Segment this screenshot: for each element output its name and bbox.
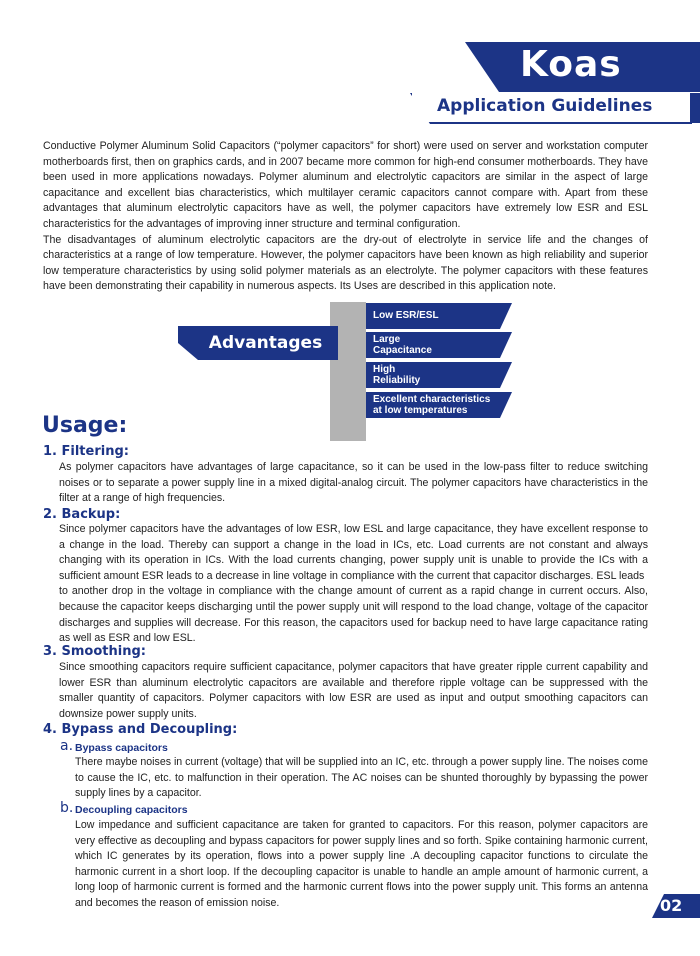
- bypass-letter: a.: [60, 738, 74, 754]
- advantage-label-low-temp: Excellent characteristics at low temperatures: [373, 394, 491, 416]
- page-number: 02: [660, 896, 683, 915]
- decoupling-letter: b.: [60, 800, 74, 816]
- smoothing-body: Since smoothing capacitors require sufficient capacitance, polymer capacitors that have greater ripple current capability and lower ESR than aluminum electrolytic capacitors are available and therefore ripple voltage can be suppressed with the smaller quantity of capacitors. Polymer capacitors with low ESR are used as input and output smoothing capacitors can downsize power supply units.: [59, 661, 648, 720]
- filtering-heading: 1. Filtering:: [43, 444, 129, 459]
- decoupling-capacitors-body: Low impedance and sufficient capacitance are taken for granted to capacitors. For this reason, polymer capacitors are very effective as decoupling and bypass capacitors for power supply lines and so forth. Spike containing harmonic current, which IC generates by its operation, flows into a power supply line .A decoupling capacitor functions to circulate the harmonic current in a short loop. If the decoupling capacitor is unable to handle an ample amount of harmonic current, a long loop of harmonic current is formed and the harmonic current flows into the power supply unit. This forms an antenna and becomes the reason of emission noise.: [75, 819, 648, 909]
- advantage-label-capacitance: Large Capacitance: [373, 334, 432, 356]
- page-subtitle: Application Guidelines: [437, 96, 653, 116]
- advantages-connector: [330, 302, 366, 441]
- intro-paragraph-1: Conductive Polymer Aluminum Solid Capacitors (“polymer capacitors” for short) were used on server and workstation computer motherboards first, then on graphics cards, and in 2007 became more common for high-end consumer motherboards. They have been used in more applications nowadays. Polymer aluminum and electrolytic capacitors are similar in the aspect of large capacitance and excellent bias characteristics, which multilayer ceramic capacitors cannot compare with. Apart from these advantages that aluminum electrolytic capacitors have as well, the polymer capacitors have extremely low ESR and ESL characteristics for the advantages of improving inner structure and terminal configuration.: [43, 140, 648, 230]
- intro-paragraph-2: The disadvantages of aluminum electrolytic capacitors are the dry-out of electrolyte in service life and the changes of characteristics at a range of low temperature. However, the polymer capacitors have been known as high reliability and superior low temperature characteristics by using solid polymer materials as an electrolyte. The polymer capacitors with these features have been demonstrating their capability in numerous aspects. Its Uses are described in this application note.: [43, 233, 648, 293]
- bypass-heading: 4. Bypass and Decoupling:: [43, 722, 238, 737]
- advantage-label-reliability: High Reliability: [373, 364, 421, 386]
- intro-text: [43, 139, 648, 295]
- backup-heading: 2. Backup:: [43, 507, 121, 522]
- advantages-title: Advantages: [208, 333, 323, 353]
- decoupling-capacitors-title: Decoupling capacitors: [75, 804, 188, 816]
- backup-body: Since polymer capacitors have the advantages of low ESR, low ESL and large capacitance, they have excellent response to a change in the load. Thereby can support a change in the load in ICs, etc. Load currents are not constant and always changing with its operation in ICs. With the load currents changing, power supply unit is unable to provide the ICs with a sufficient amount ESR leads to a decrease in line voltage in compliance with the current that capacitor discharges. ESL leads to another drop in the voltage in compliance with the change amount of current as a rapid change in current occurs. Also, because the capacitor keeps discharging until the power supply unit will respond to the load change, voltage of the capacitor discharges and supplies will decrease. For this reason, the capacitors used for backup need to have large capacitance rating as well as ESR and low ESL.: [59, 523, 648, 645]
- advantage-label-low-esr: Low ESR/ESL: [373, 310, 439, 321]
- brand-name: Koas: [520, 44, 622, 85]
- subtitle-stripe: [690, 93, 700, 123]
- usage-heading: Usage:: [42, 413, 128, 438]
- bypass-capacitors-body: There maybe noises in current (voltage) that will be supplied into an IC, etc. through a power supply line. The noises come to cause the IC, etc. to malfunction in their operation. The AC noises can be shunted thoroughly by bypassing the power supply lines by a capacitor.: [75, 756, 648, 800]
- filtering-body: As polymer capacitors have advantages of large capacitance, so it can be used in the low-pass filter to reduce switching noises or to separate a power supply line in a mixed digital-analog circuit. The polymer capacitors have characteristics in the filter at a range of high frequencies.: [59, 461, 648, 505]
- bypass-capacitors-title: Bypass capacitors: [75, 742, 168, 754]
- smoothing-heading: 3. Smoothing:: [43, 644, 146, 659]
